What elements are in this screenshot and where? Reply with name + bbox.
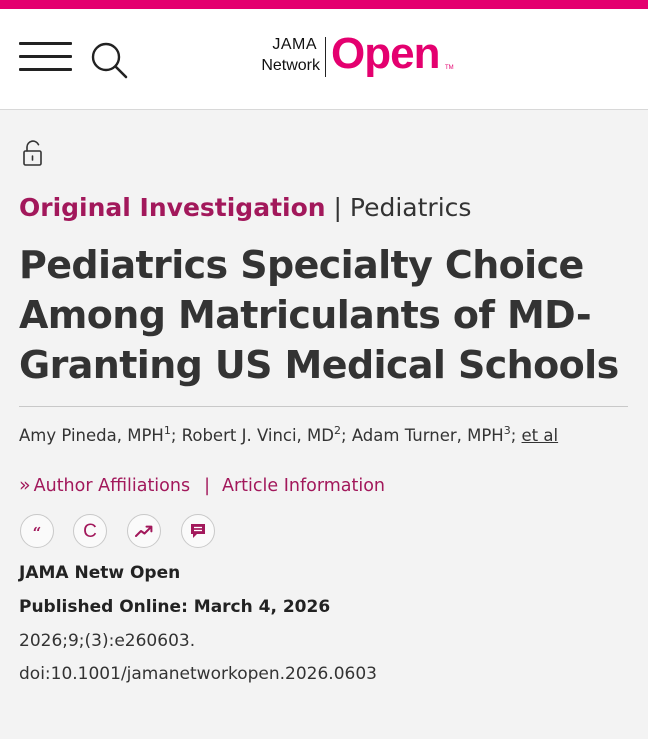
- permissions-icon: C: [83, 520, 97, 542]
- cite-button[interactable]: [20, 514, 54, 548]
- author-name[interactable]: Amy Pineda, MPH$^1$: [19, 424, 171, 445]
- published-date: Published Online: March 4, 2026: [19, 597, 331, 617]
- logo-open: Open: [331, 29, 440, 78]
- article-title: Pediatrics Specialty Choice Among Matriculants of MD-Granting US Medical Schools: [19, 243, 619, 387]
- journal-name: JAMA Netw Open: [19, 563, 181, 583]
- citation-info: 2026;9;(3):e260603.: [19, 631, 196, 651]
- logo-trademark: TM: [445, 65, 454, 71]
- author-name[interactable]: Adam Turner, MPH$^3$: [351, 424, 511, 445]
- article-category: [19, 191, 471, 225]
- links-separator: |: [204, 476, 210, 496]
- category-type: Original Investigation: [19, 193, 326, 222]
- author-name[interactable]: Robert J. Vinci, $MD^2$: [181, 424, 341, 445]
- comment-icon: [189, 522, 207, 540]
- category-separator: |: [333, 193, 342, 222]
- divider: [19, 406, 628, 407]
- metrics-icon: [135, 525, 153, 537]
- site-header: [0, 0, 648, 110]
- article-links: [19, 472, 385, 499]
- double-chevron-right-icon: »: [19, 474, 31, 496]
- author-affiliations-link[interactable]: » Author Affiliations: [19, 474, 191, 496]
- accent-bar: [0, 0, 648, 9]
- permissions-button[interactable]: [73, 514, 107, 548]
- cite-icon: “: [32, 523, 42, 542]
- doi[interactable]: doi:10.1001/jamanetworkopen.2026.0603: [19, 664, 377, 684]
- logo-jama-network: JAMA Network: [261, 36, 320, 74]
- unlocked-icon: [22, 139, 44, 167]
- author-list: Amy Pineda, MPH$^1$; Robert J. Vinci, $MD^2$; Adam Turner, MPH$^3$; et al: [19, 424, 559, 445]
- article-information-link[interactable]: Article Information: [222, 476, 386, 496]
- hamburger-menu-icon[interactable]: [19, 42, 72, 72]
- jama-network-open-logo[interactable]: [246, 29, 456, 79]
- logo-divider: [325, 37, 326, 77]
- category-subject: Pediatrics: [349, 193, 472, 222]
- et-al-link[interactable]: et al: [521, 426, 559, 445]
- comment-button[interactable]: [181, 514, 215, 548]
- metrics-button[interactable]: [127, 514, 161, 548]
- search-icon[interactable]: [90, 40, 130, 80]
